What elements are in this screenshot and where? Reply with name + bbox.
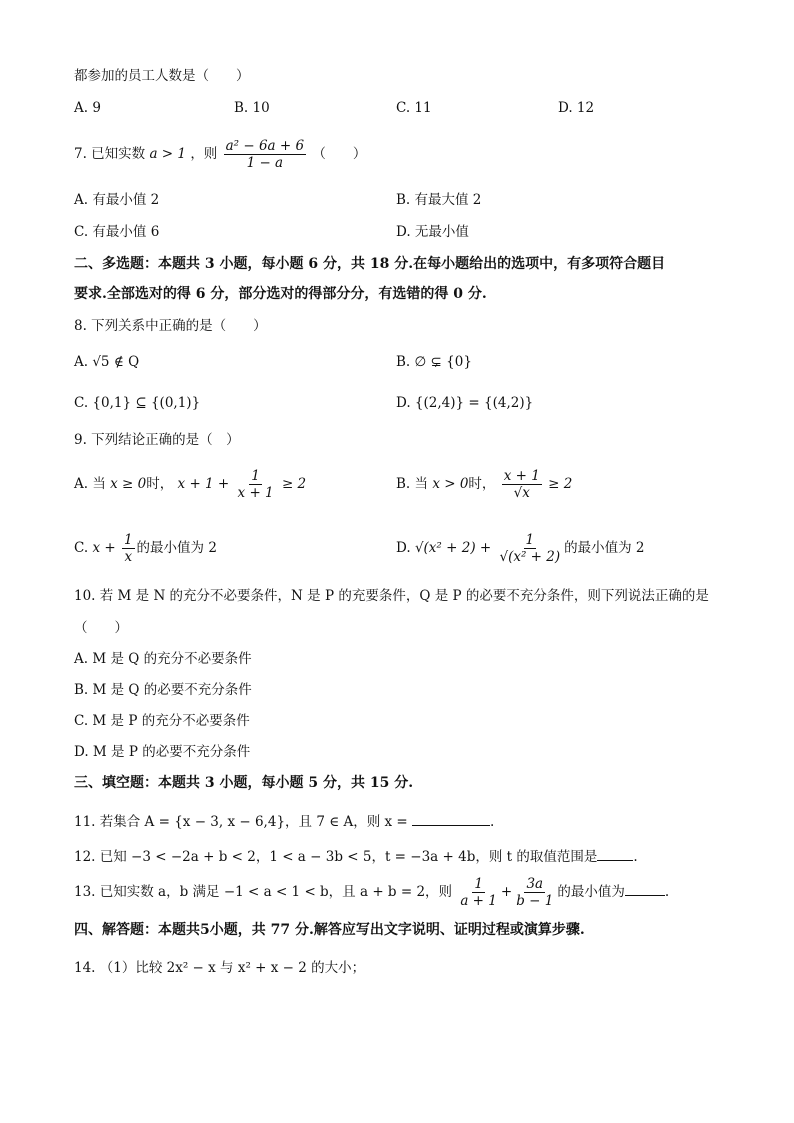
q12 (74, 846, 638, 867)
q13-denominator-2: b − 1 (516, 893, 554, 909)
q9-option-d (396, 530, 645, 566)
q7-condition: a > 1 (149, 146, 187, 162)
q9-d-expr: √(x² + 2) + (414, 540, 492, 556)
q12-text: 12. 已知 −3 < −2a + b < 2，1 < a − 3b < 5，t = −3a + 4b，则 t 的取值范围是 (74, 849, 598, 865)
q9-b-mid: 时， (468, 476, 496, 492)
q7-mid: ，则 (190, 146, 218, 162)
q7-fraction (224, 138, 306, 171)
q9-a-fraction (236, 468, 276, 501)
q9-stem: 9. 下列结论正确的是（ ） (74, 432, 240, 448)
q11-period: . (490, 814, 495, 830)
q9-d-prefix: D. (396, 540, 411, 556)
q9-b-prefix: B. 当 (396, 476, 429, 492)
q9-d-denominator: √(x² + 2) (499, 549, 561, 565)
q10-stem-line2: （ ） (74, 620, 128, 636)
q11-text: 11. 若集合 A = {x − 3, x − 6,4}，且 7 ∈ A，则 x = (74, 814, 408, 830)
q8-option-d: D. {(2,4)} = {(4,2)} (396, 395, 534, 411)
q7-denominator: 1 − a (246, 155, 284, 171)
q7-option-c: C. 有最小值 6 (74, 224, 160, 240)
q9-c-fraction (122, 532, 135, 565)
section2-heading-line1: 二、多选题：本题共 3 小题，每小题 6 分，共 18 分.在每小题给出的选项中，有多项符合题目 (74, 256, 666, 272)
q9-c-suffix: 的最小值为 2 (136, 540, 217, 556)
q11-answer-blank (412, 811, 490, 826)
q6-option-d: D. 12 (558, 100, 595, 116)
q7-option-d: D. 无最小值 (396, 224, 469, 240)
q9-c-prefix: C. (74, 540, 89, 556)
q8-stem: 8. 下列关系中正确的是（ ） (74, 318, 267, 334)
q6-continuation: 都参加的员工人数是（ ） (74, 68, 250, 84)
q9-option-a (74, 466, 306, 502)
q13-period: . (664, 884, 670, 900)
q10-stem-line1: 10. 若 M 是 N 的充分不必要条件，N 是 P 的充要条件，Q 是 P 的必要不充分条件，则下列说法正确的是 (74, 588, 709, 604)
q9-c-denominator: x (124, 549, 133, 565)
q6-option-c: C. 11 (396, 100, 432, 116)
q6-option-a: A. 9 (74, 100, 101, 116)
q13-fraction-2 (514, 876, 555, 909)
q13-plus: + (500, 884, 513, 900)
q8-option-b: B. ∅ ⊊ {0} (396, 354, 472, 370)
q9-option-b (396, 466, 572, 502)
q13-numerator-1: 1 (474, 876, 483, 892)
q10-option-b: B. M 是 Q 的必要不充分条件 (74, 682, 252, 698)
q13-answer-blank (625, 881, 665, 896)
q13 (74, 874, 669, 910)
section3-heading: 三、填空题：本题共 3 小题，每小题 5 分，共 15 分. (74, 775, 414, 791)
q9-a-expr: x + 1 + (177, 476, 230, 492)
q13-fraction-1 (458, 876, 499, 909)
q13-numerator-2: 3a (526, 876, 544, 892)
q7-numerator: a² − 6a + 6 (225, 138, 305, 154)
q9-c-numerator: 1 (123, 532, 133, 548)
q9-option-c (74, 530, 217, 566)
q9-b-rhs: ≥ 2 (548, 476, 573, 492)
q14-part1: 14. （1）比较 2x² − x 与 x² + x − 2 的大小； (74, 960, 366, 976)
q9-c-expr: x + (92, 540, 116, 556)
q7-prefix: 7. 已知实数 (74, 146, 146, 162)
q9-d-suffix: 的最小值为 2 (564, 540, 645, 556)
section4-heading: 四、解答题：本题共5小题，共 77 分.解答应写出文字说明、证明过程或演算步骤. (74, 922, 585, 938)
q9-b-condition: x > 0 (432, 476, 469, 492)
q9-a-mid: 时， (146, 476, 174, 492)
q9-d-numerator: 1 (525, 532, 535, 548)
q9-a-numerator: 1 (251, 468, 260, 484)
q9-a-denominator: x + 1 (237, 485, 274, 501)
q9-a-prefix: A. 当 (74, 476, 106, 492)
q9-d-fraction (497, 532, 562, 565)
q7-option-a: A. 有最小值 2 (74, 192, 160, 208)
q10-option-a: A. M 是 Q 的充分不必要条件 (74, 651, 252, 667)
q10-option-d: D. M 是 P 的必要不充分条件 (74, 744, 251, 760)
q9-a-rhs: ≥ 2 (281, 476, 307, 492)
q7-stem (74, 137, 366, 171)
q8-option-c: C. {0,1} ⊆ {(0,1)} (74, 395, 201, 411)
q12-period: . (633, 849, 638, 865)
q9-b-fraction (502, 468, 542, 501)
section2-heading-line2: 要求.全部选对的得 6 分，部分选对的得部分分，有选错的得 0 分. (74, 286, 487, 302)
q13-text: 13. 已知实数 a，b 满足 −1 < a < 1 < b，且 a + b = 2，则 (74, 884, 453, 900)
q7-option-b: B. 有最大值 2 (396, 192, 482, 208)
q9-b-numerator: x + 1 (503, 468, 540, 484)
q6-option-b: B. 10 (234, 100, 270, 116)
q11 (74, 811, 494, 832)
q13-mid: 的最小值为 (557, 884, 625, 900)
q8-option-a: A. √5 ∉ Q (74, 354, 140, 370)
q13-denominator-1: a + 1 (460, 893, 497, 909)
q7-suffix: （ ） (312, 146, 367, 162)
q9-a-condition: x ≥ 0 (110, 476, 147, 492)
q12-answer-blank (597, 846, 633, 861)
q9-b-denominator: √x (513, 485, 530, 501)
q10-option-c: C. M 是 P 的充分不必要条件 (74, 713, 250, 729)
